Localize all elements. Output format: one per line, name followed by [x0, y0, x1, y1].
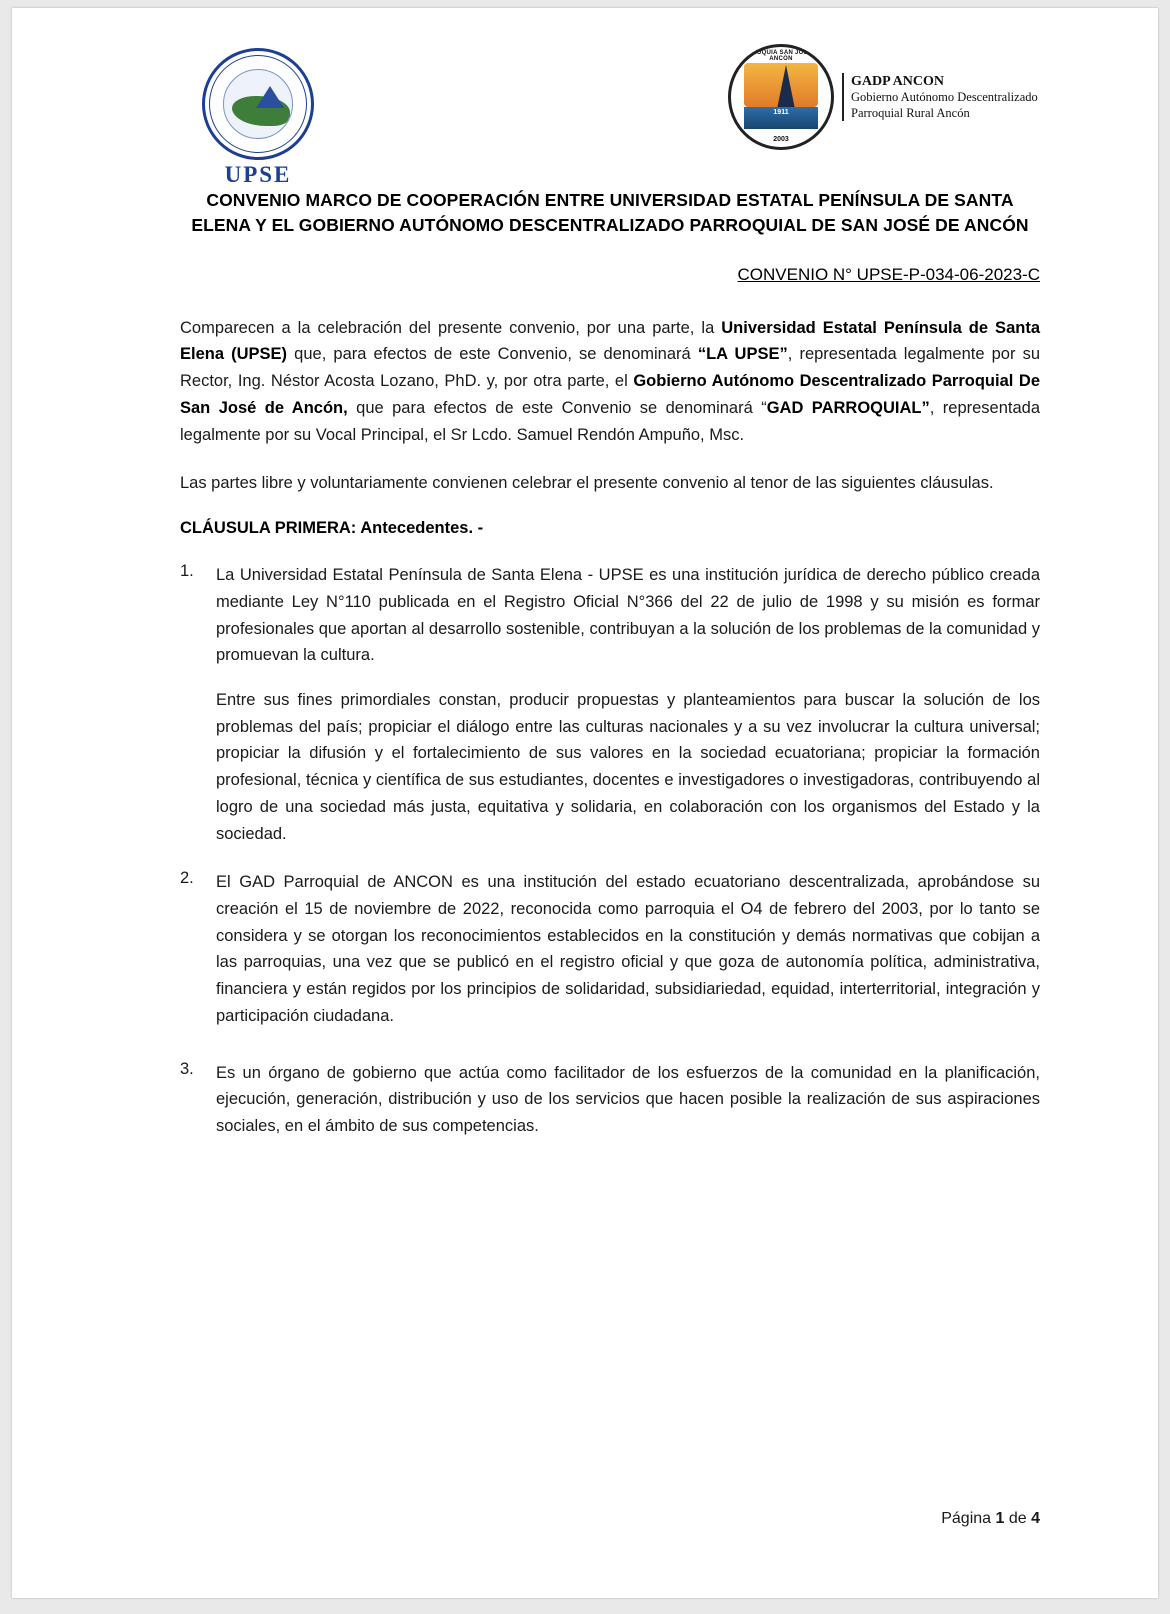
list-item [180, 869, 1040, 1029]
document-title: CONVENIO MARCO DE COOPERACIÓN ENTRE UNIVERSIDAD ESTATAL PENÍNSULA DE SANTA ELENA Y EL GOBIERNO AUTÓNOMO DESCENTRALIZADO PARROQUIAL DE SAN JOSÉ DE ANCÓN [191, 190, 1029, 236]
gadp-name: GADP ANCON [851, 73, 944, 89]
convenio-number-text: CONVENIO N° UPSE-P-034-06-2023-C [737, 264, 1040, 284]
gadp-logo [728, 44, 1038, 150]
list-item [180, 1060, 1040, 1140]
page-footer [180, 1510, 1040, 1528]
oil-derrick-icon [777, 65, 795, 109]
footer-middle: de [1004, 1510, 1032, 1527]
letterhead [180, 8, 1040, 188]
intro-paragraph: Comparecen a la celebración del presente convenio, por una parte, la Universidad Estatal Península de Santa Elena (UPSE) que, para efectos de este Convenio, se denominará “LA UPSE”, representada legalmente por su Rector, Ing. Néstor Acosta Lozano, PhD. y, por otra parte, el Gobierno Autónomo Descentralizado Parroquial De San José de Ancón, que para efectos de este Convenio se denominará “GAD PARROQUIAL”, representada legalmente por su Vocal Principal, el Sr Lcdo. Samuel Rendón Ampuño, Msc. [180, 318, 1041, 444]
list-item-paragraph: Entre sus fines primordiales constan, producir propuestas y planteamientos para buscar la solución de los problemas del país; propiciar el diálogo entre las culturas nacionales y a su vez involucrar la cultura universal; propiciar la difusión y el fortalecimiento de sus valores en la sociedad ecuatoriana; propiciar la formación profesional, técnica y científica de sus estudiantes, docentes e investigadores o investigadoras, contribuyendo al logro de una sociedad más justa, equitativa y solidaria, en colaboración con los organismos del Estado y la sociedad. [216, 690, 1040, 843]
list-item-number: 2. [180, 869, 194, 888]
gadp-seal-year-top: 1911 [773, 109, 789, 116]
document-page [12, 8, 1158, 1598]
upse-seal-inner [223, 69, 293, 139]
gadp-seal-arc-text: PARROQUIA SAN JOSÉ DE ANCÓN [738, 50, 824, 62]
gadp-seal-icon [728, 44, 834, 150]
document-content [180, 8, 1040, 1598]
clause-first-heading: CLÁUSULA PRIMERA: Antecedentes. - [180, 519, 484, 538]
gadp-subtitle-1: Gobierno Autónomo Descentralizado [851, 90, 1038, 105]
upse-seal-peak-icon [256, 86, 284, 108]
second-paragraph: Las partes libre y voluntariamente convienen celebrar el presente convenio al tenor de las siguientes cláusulas. [180, 474, 994, 493]
upse-seal-icon [202, 48, 314, 160]
gadp-logo-text [842, 73, 1038, 122]
list-item-number: 3. [180, 1059, 194, 1078]
convenio-number [180, 265, 1040, 285]
list-item-paragraph: Es un órgano de gobierno que actúa como facilitador de los esfuerzos de la comunidad en la planificación, ejecución, generación, distribución y uso de los servicios que hacen posible la realización de sus aspiraciones sociales, en el ámbito de sus competencias. [216, 1063, 1040, 1135]
list-item [180, 562, 1040, 847]
footer-total-pages: 4 [1031, 1510, 1040, 1527]
list-item-paragraph: El GAD Parroquial de ANCON es una institución del estado ecuatoriano descentralizada, aprobándose su creación el 15 de noviembre de 2022, reconocida como parroquia el O4 de febrero del 2003, por lo tanto se considera y se otorgan los reconocimientos establecidos en la constitución y demás normativas que cobijan a las parroquias, una vez que se publicó en el registro oficial y que goza de autonomía política, administrativa, financiera y están regidos por los principios de solidaridad, subsidiariedad, equidad, interterritorial, integración y participación ciudadana. [216, 873, 1040, 1025]
footer-current-page: 1 [995, 1510, 1005, 1527]
list-item-number: 1. [180, 562, 194, 581]
upse-wordmark: UPSE [224, 162, 292, 187]
upse-logo [198, 48, 318, 188]
gadp-subtitle-2: Parroquial Rural Ancón [851, 105, 970, 120]
footer-prefix: Página [941, 1510, 996, 1527]
gadp-seal-year-bottom: 2003 [773, 136, 789, 143]
antecedentes-list [180, 562, 1040, 1140]
list-item-paragraph: La Universidad Estatal Península de Santa Elena - UPSE es una institución jurídica de derecho público creada mediante Ley N°110 publicada en el Registro Oficial N°366 del 22 de julio de 1998 y su misión es formar profesionales que aportan al desarrollo sostenible, contribuyan a la solución de los problemas de la comunidad y promuevan la cultura. [216, 566, 1040, 665]
